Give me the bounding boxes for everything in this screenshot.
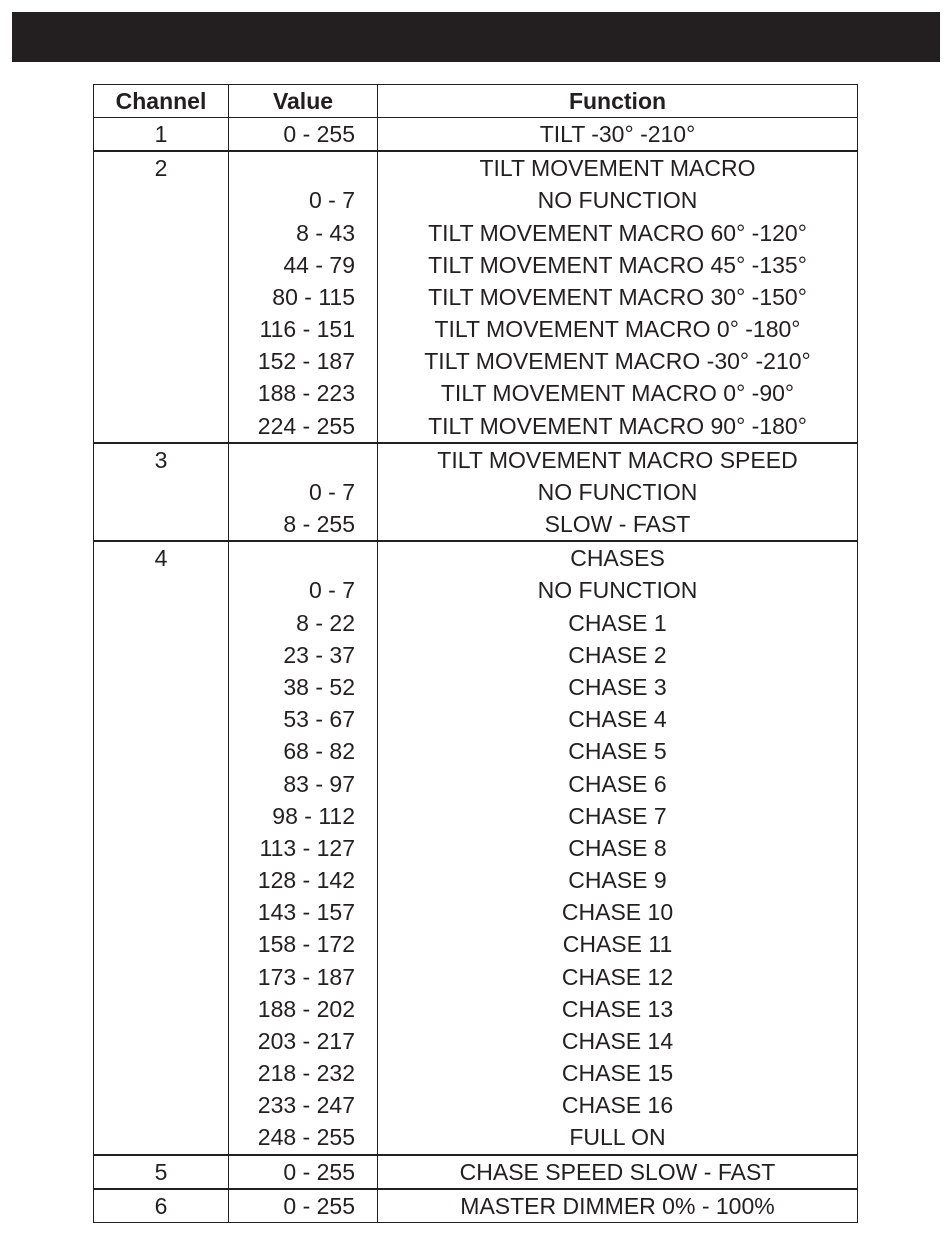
channel-cell [94,377,229,409]
value-cell: 128 - 142 [229,864,378,896]
channel-cell: 5 [94,1155,229,1189]
function-cell: CHASE 3 [378,671,858,703]
table-row [94,541,858,574]
value-cell [229,541,378,574]
table-row [94,1089,858,1121]
value-cell: 233 - 247 [229,1089,378,1121]
table-row [94,345,858,377]
channel-cell [94,767,229,799]
table-row [94,443,858,476]
value-cell: 113 - 127 [229,832,378,864]
table-row [94,639,858,671]
function-cell: TILT -30° -210° [378,118,858,152]
value-cell: 158 - 172 [229,928,378,960]
table-header-row [94,85,858,118]
channel-cell [94,671,229,703]
table-row [94,800,858,832]
value-cell: 23 - 37 [229,639,378,671]
function-cell: TILT MOVEMENT MACRO SPEED [378,443,858,476]
value-cell [229,443,378,476]
table-row [94,184,858,216]
value-cell: 53 - 67 [229,703,378,735]
channel-cell: 1 [94,118,229,152]
value-cell [229,151,378,184]
function-cell: CHASE 6 [378,767,858,799]
function-cell: CHASE 12 [378,960,858,992]
channel-cell [94,832,229,864]
channel-cell [94,410,229,443]
table-row [94,928,858,960]
value-cell: 248 - 255 [229,1121,378,1154]
function-cell: CHASE 16 [378,1089,858,1121]
table-row [94,993,858,1025]
table-row [94,735,858,767]
table-row [94,118,858,152]
channel-cell [94,508,229,541]
value-cell: 98 - 112 [229,800,378,832]
channel-cell [94,1089,229,1121]
value-cell: 224 - 255 [229,410,378,443]
value-cell: 188 - 223 [229,377,378,409]
table-row [94,960,858,992]
table-row [94,607,858,639]
value-cell: 143 - 157 [229,896,378,928]
function-cell: NO FUNCTION [378,574,858,606]
table-row [94,574,858,606]
function-cell: CHASE 11 [378,928,858,960]
channel-cell [94,703,229,735]
value-cell: 44 - 79 [229,249,378,281]
channel-cell [94,639,229,671]
table-row [94,896,858,928]
channel-cell [94,345,229,377]
table-row [94,313,858,345]
table-row [94,1057,858,1089]
channel-cell: 3 [94,443,229,476]
channel-cell [94,1025,229,1057]
channel-cell [94,735,229,767]
table-body [94,118,858,1223]
function-cell: CHASE 4 [378,703,858,735]
channel-cell [94,476,229,508]
header-bar [12,12,940,62]
function-cell: CHASE 15 [378,1057,858,1089]
function-cell: NO FUNCTION [378,476,858,508]
table-row [94,1155,858,1189]
function-cell: TILT MOVEMENT MACRO 45° -135° [378,249,858,281]
value-cell: 8 - 22 [229,607,378,639]
table-row [94,864,858,896]
function-cell: CHASE 5 [378,735,858,767]
dmx-channel-table [93,84,858,1223]
header-value: Value [229,85,378,118]
table-row [94,767,858,799]
function-cell: TILT MOVEMENT MACRO 30° -150° [378,281,858,313]
function-cell: CHASE 1 [378,607,858,639]
function-cell: CHASE 14 [378,1025,858,1057]
table-row [94,476,858,508]
table-row [94,703,858,735]
value-cell: 68 - 82 [229,735,378,767]
channel-cell: 2 [94,151,229,184]
function-cell: CHASE 7 [378,800,858,832]
channel-cell: 6 [94,1189,229,1223]
value-cell: 8 - 255 [229,508,378,541]
function-cell: CHASE 2 [378,639,858,671]
table-row [94,671,858,703]
channel-cell [94,993,229,1025]
value-cell: 218 - 232 [229,1057,378,1089]
table-row [94,151,858,184]
value-cell: 0 - 255 [229,118,378,152]
value-cell: 188 - 202 [229,993,378,1025]
table-row [94,1121,858,1154]
function-cell: NO FUNCTION [378,184,858,216]
value-cell: 116 - 151 [229,313,378,345]
channel-cell: 4 [94,541,229,574]
value-cell: 0 - 7 [229,574,378,606]
value-cell: 173 - 187 [229,960,378,992]
value-cell: 80 - 115 [229,281,378,313]
value-cell: 83 - 97 [229,767,378,799]
function-cell: CHASE 8 [378,832,858,864]
function-cell: TILT MOVEMENT MACRO -30° -210° [378,345,858,377]
value-cell: 0 - 7 [229,184,378,216]
header-function: Function [378,85,858,118]
function-cell: CHASE 10 [378,896,858,928]
channel-cell [94,864,229,896]
table-row [94,832,858,864]
value-cell: 0 - 7 [229,476,378,508]
value-cell: 38 - 52 [229,671,378,703]
function-cell: CHASES [378,541,858,574]
channel-cell [94,607,229,639]
function-cell: TILT MOVEMENT MACRO 0° -180° [378,313,858,345]
value-cell: 203 - 217 [229,1025,378,1057]
function-cell: TILT MOVEMENT MACRO 90° -180° [378,410,858,443]
channel-cell [94,217,229,249]
table-row [94,410,858,443]
function-cell: TILT MOVEMENT MACRO 0° -90° [378,377,858,409]
table-row [94,1025,858,1057]
channel-cell [94,281,229,313]
value-cell: 0 - 255 [229,1189,378,1223]
channel-cell [94,896,229,928]
channel-cell [94,1121,229,1154]
function-cell: TILT MOVEMENT MACRO 60° -120° [378,217,858,249]
table-row [94,377,858,409]
header-channel: Channel [94,85,229,118]
channel-cell [94,960,229,992]
channel-cell [94,1057,229,1089]
function-cell: CHASE 9 [378,864,858,896]
function-cell: FULL ON [378,1121,858,1154]
table-row [94,281,858,313]
value-cell: 8 - 43 [229,217,378,249]
table-row [94,508,858,541]
channel-cell [94,184,229,216]
table-row [94,1189,858,1223]
channel-cell [94,928,229,960]
value-cell: 0 - 255 [229,1155,378,1189]
function-cell: SLOW - FAST [378,508,858,541]
function-cell: MASTER DIMMER 0% - 100% [378,1189,858,1223]
function-cell: CHASE SPEED SLOW - FAST [378,1155,858,1189]
channel-cell [94,574,229,606]
table-row [94,217,858,249]
channel-cell [94,313,229,345]
function-cell: CHASE 13 [378,993,858,1025]
channel-cell [94,800,229,832]
value-cell: 152 - 187 [229,345,378,377]
function-cell: TILT MOVEMENT MACRO [378,151,858,184]
table-row [94,249,858,281]
channel-cell [94,249,229,281]
